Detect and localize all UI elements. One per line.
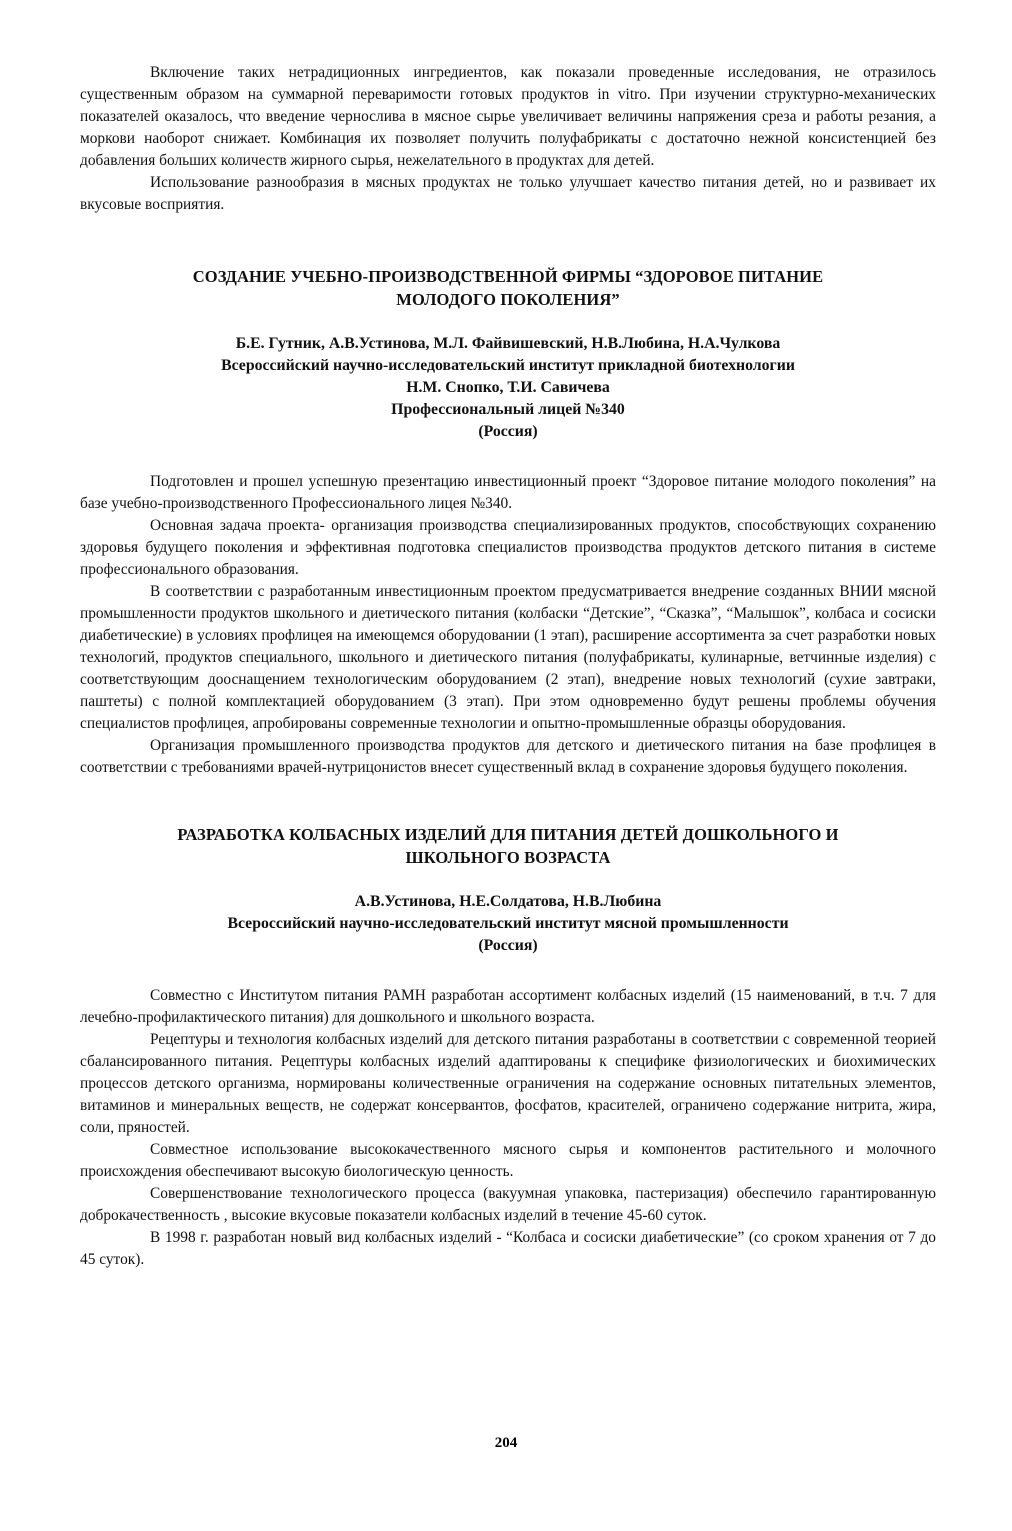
intro-paragraph-1: Включение таких нетрадиционных ингредиентов, как показали проведенные исследования, не отразилось существенным образом на суммарной переваримости готовых продуктов in vitro. При изучении структурно-механических показателей оказалось, что введение чернослива в мясное сырье увеличивает величины напряжения среза и работы резания, а моркови наоборот снижает. Комбинация их позволяет получить полуфабрикаты с достаточно нежной консистенцией без добавления больших количеств жирного сырья, нежелательного в продуктах для детей.: [80, 64, 936, 169]
article1-paragraph-2: Основная задача проекта- организация производства специализированных продуктов, способствующих сохранению здоровья будущего поколения и эффективная подготовка специалистов производства продуктов детского питания в системе профессионального образования.: [80, 517, 936, 578]
article1-title-line2: МОЛОДОГО ПОКОЛЕНИЯ”: [396, 290, 620, 309]
article1-title-line1: СОЗДАНИЕ УЧЕБНО-ПРОИЗВОДСТВЕННОЙ ФИРМЫ “ЗДОРОВОЕ ПИТАНИЕ: [192, 267, 824, 286]
article1-authors-1: Б.Е. Гутник, А.В.Устинова, М.Л. Файвишевский, Н.В.Любина, Н.А.Чулкова: [235, 335, 781, 352]
article2-paragraph-5: В 1998 г. разработан новый вид колбасных изделий - “Колбаса и сосиски диабетические” (со сроком хранения от 7 до 45 суток).: [80, 1229, 936, 1268]
article2-authors: А.В.Устинова, Н.Е.Солдатова, Н.В.Любина: [354, 893, 662, 910]
article1-byline: [80, 333, 936, 443]
article2-paragraph-4: Совершенствование технологического процесса (вакуумная упаковка, пастеризация) обеспечило гарантированную доброкачественность , высокие вкусовые показатели колбасных изделий в течение 45-60 суток.: [80, 1185, 936, 1224]
article1-authors-2: Н.М. Снопко, Т.И. Савичева: [406, 379, 610, 396]
article2-paragraph-2: Рецептуры и технология колбасных изделий для детского питания разработаны в соответствии с современной теорией сбалансированного питания. Рецептуры колбасных изделий адаптированы к специфике физиологических и биохимических процессов детского организма, нормированы количественные ограничения на содержание основных питательных элементов, витаминов и минеральных веществ, не содержат консервантов, фосфатов, красителей, ограничено содержание нитрита, жира, соли, пряностей.: [80, 1031, 936, 1136]
article2-affiliation: Всероссийский научно-исследовательский институт мясной промышленности: [227, 915, 789, 932]
article2-paragraph-3: Совместное использование высококачественного мясного сырья и компонентов растительного и молочного происхождения обеспечивают высокую биологическую ценность.: [80, 1141, 936, 1180]
page-number: 204: [494, 1435, 518, 1451]
article2-paragraph-1: Совместно с Институтом питания РАМН разработан ассортимент колбасных изделий (15 наименований, в т.ч. 7 для лечебно-профилактического питания) для дошкольного и школьного возраста.: [80, 987, 936, 1026]
article2-title-line2: ШКОЛЬНОГО ВОЗРАСТА: [405, 848, 611, 867]
article1-affiliation-2: Профессиональный лицей №340: [391, 401, 625, 418]
article2-byline: [80, 891, 936, 957]
article2-title-line1: РАЗРАБОТКА КОЛБАСНЫХ ИЗДЕЛИЙ ДЛЯ ПИТАНИЯ ДЕТЕЙ ДОШКОЛЬНОГО И: [177, 825, 839, 844]
article1-title: [80, 265, 936, 311]
document-page: [80, 62, 936, 1271]
article1-paragraph-1: Подготовлен и прошел успешную презентацию инвестиционный проект “Здоровое питание молодого поколения” на базе учебно-производственного Профессионального лицея №340.: [80, 473, 936, 512]
article1-paragraph-3: В соответствии с разработанным инвестиционным проектом предусматривается внедрение созданных ВНИИ мясной промышленности продуктов школьного и диетического питания (колбаски “Детские”, “Сказка”, “Малышок”, колбаса и сосиски диабетические) в условиях профлицея на имеющемся оборудовании (1 этап), расширение ассортимента за счет разработки новых технологий, продуктов специального, школьного и диетического питания (полуфабрикаты, кулинарные, ветчинные изделия) с соответствующим дооснащением технологическим оборудованием (2 этап), внедрение новых технологий (сухие завтраки, паштеты) с полной комплектацией оборудованием (3 этап). При этом одновременно будут решены проблемы обучения специалистов профлицея, апробированы современные технологии и опытно-промышленные образцы оборудования.: [80, 583, 936, 732]
article1-affiliation-1: Всероссийский научно-исследовательский институт прикладной биотехнологии: [221, 357, 795, 374]
article2-title: [80, 823, 936, 869]
article1-paragraph-4: Организация промышленного производства продуктов для детского и диетического питания на базе профлицея в соответствии с требованиями врачей-нутрицонистов внесет существенный вклад в сохранение здоровья будущего поколения.: [80, 737, 936, 776]
article1-country: (Россия): [478, 423, 538, 440]
intro-paragraph-2: Использование разнообразия в мясных продуктах не только улучшает качество питания детей, но и развивает их вкусовые восприятия.: [80, 174, 936, 213]
article2-country: (Россия): [478, 937, 538, 954]
